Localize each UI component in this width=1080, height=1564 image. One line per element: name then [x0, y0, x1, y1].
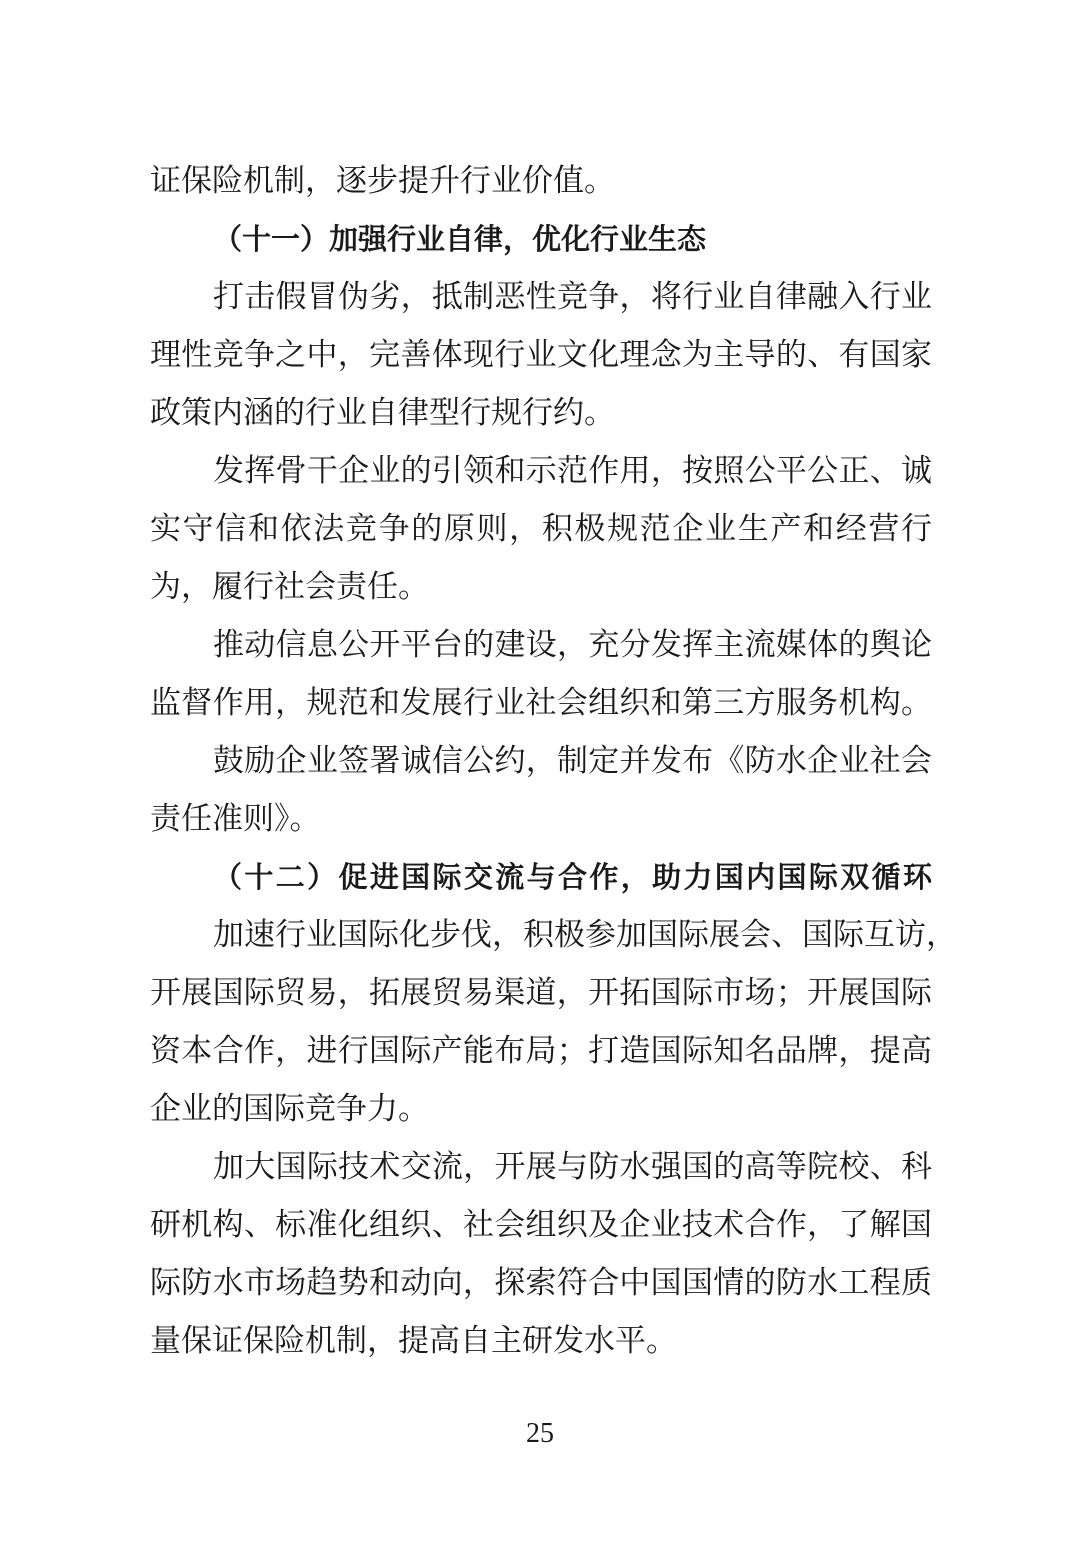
paragraph-line: 研机构、标准化组织、社会组织及企业技术合作，了解国 [150, 1207, 932, 1243]
text-line: 证保险机制，逐步提升行业价值。 [150, 163, 615, 199]
paragraph-line: 开展国际贸易，拓展贸易渠道，开拓国际市场；开展国际 [150, 975, 932, 1011]
paragraph-line: 发挥骨干企业的引领和示范作用，按照公平公正、诚 [213, 453, 932, 489]
paragraph-line: 实守信和依法竞争的原则，积极规范企业生产和经营行 [150, 511, 932, 547]
section-heading-11: （十一）加强行业自律，优化行业生态 [213, 222, 707, 256]
paragraph-line: 加大国际技术交流，开展与防水强国的高等院校、科 [213, 1149, 932, 1185]
paragraph-line: 资本合作，进行国际产能布局；打造国际知名品牌，提高 [150, 1033, 932, 1069]
paragraph-line: 为，履行社会责任。 [150, 569, 429, 605]
paragraph-line: 加速行业国际化步伐，积极参加国际展会、国际互访， [213, 917, 957, 953]
paragraph-line: 打击假冒伪劣，抵制恶性竞争，将行业自律融入行业 [213, 279, 932, 315]
paragraph-line: 鼓励企业签署诚信公约，制定并发布《防水企业社会 [213, 743, 932, 779]
paragraph-line: 理性竞争之中，完善体现行业文化理念为主导的、有国家 [150, 337, 932, 373]
paragraph-line: 监督作用，规范和发展行业社会组织和第三方服务机构。 [150, 685, 932, 721]
paragraph-line: 责任准则》。 [150, 801, 321, 837]
document-body [150, 152, 957, 1370]
page-number: 25 [526, 1418, 554, 1449]
paragraph-line: 政策内涵的行业自律型行规行约。 [150, 395, 615, 431]
section-heading-12: （十二）促进国际交流与合作，助力国内国际双循环 [213, 860, 932, 894]
paragraph-line: 企业的国际竞争力。 [150, 1091, 429, 1127]
paragraph-line: 量保证保险机制，提高自主研发水平。 [150, 1323, 677, 1359]
paragraph-line: 推动信息公开平台的建设，充分发挥主流媒体的舆论 [213, 627, 932, 663]
paragraph-line: 际防水市场趋势和动向，探索符合中国国情的防水工程质 [150, 1265, 932, 1301]
